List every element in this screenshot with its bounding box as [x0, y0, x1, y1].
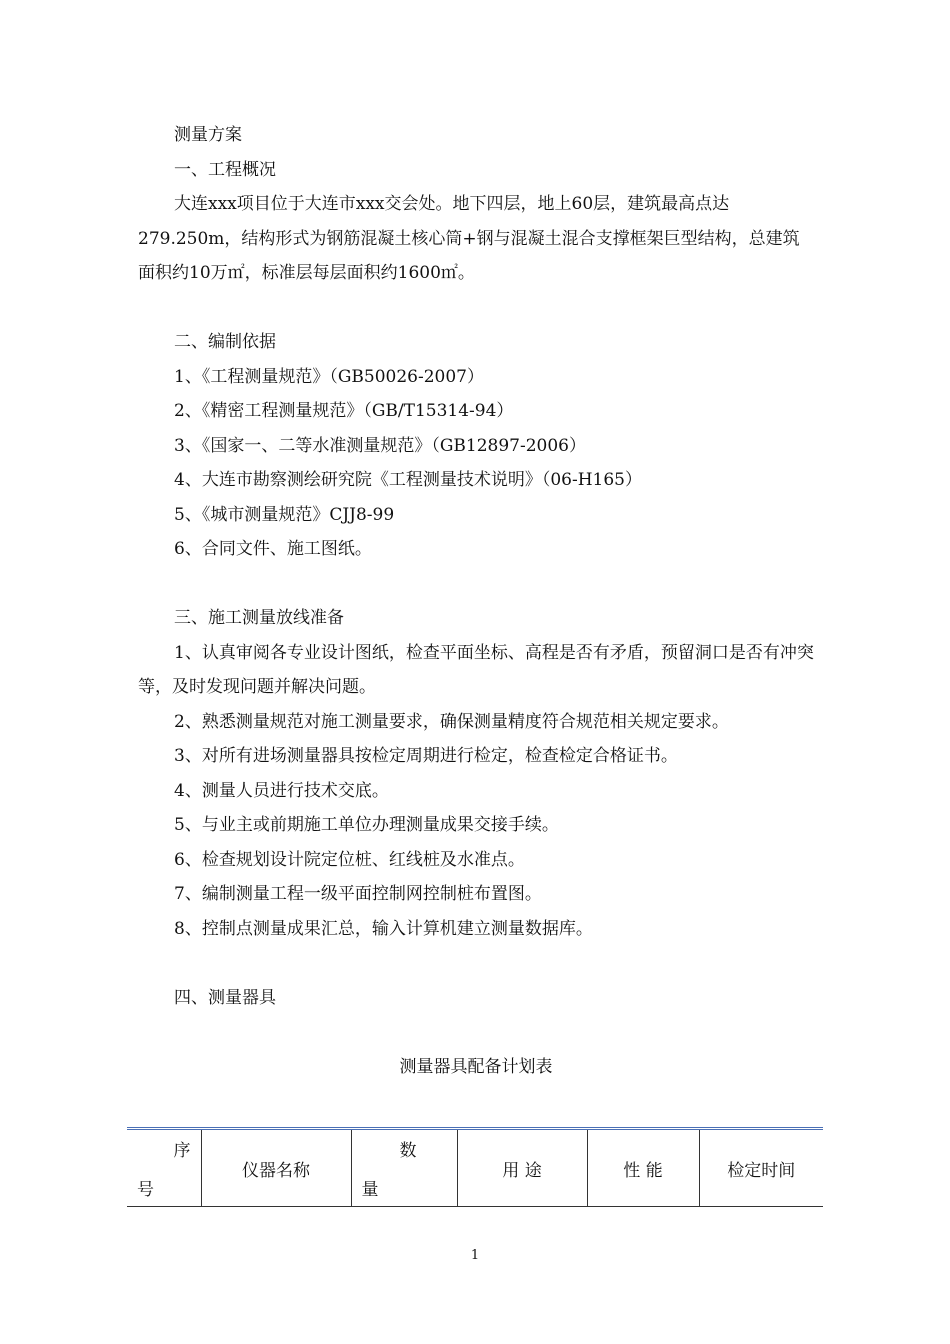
list-item: 5、与业主或前期施工单位办理测量成果交接手续。 [174, 815, 559, 835]
section-2-heading: 二、编制依据 [174, 332, 276, 352]
list-item: 2、《精密工程测量规范》（GB/T15314-94） [174, 401, 514, 421]
list-item: 3、《国家一、二等水准测量规范》（GB12897-2006） [174, 435, 586, 456]
list-item: 6、检查规划设计院定位桩、红线桩及水准点。 [174, 849, 525, 870]
equipment-table-wrap [127, 1127, 823, 1207]
list-item: 1、认真审阅各专业设计图纸，检查平面坐标、高程是否有矛盾，预留洞口是否有冲突等，及时发现问题并解决问题。 [138, 642, 814, 697]
table-caption: 测量器具配备计划表 [399, 1056, 553, 1077]
list-item: 5、《城市测量规范》CJJ8-99 [174, 504, 395, 525]
list-item: 4、测量人员进行技术交底。 [174, 780, 389, 801]
page-number: 1 [470, 1248, 480, 1263]
col-header-instrument-name: 仪器名称 [201, 1129, 351, 1207]
list-item: 3、对所有进场测量器具按检定周期进行检定，检查检定合格证书。 [174, 746, 678, 766]
section-4-heading: 四、测量器具 [174, 987, 276, 1008]
table-header-row [127, 1129, 823, 1207]
equipment-table [127, 1127, 823, 1207]
section-3-heading: 三、施工测量放线准备 [174, 608, 344, 628]
col-header-calibration-time: 检定时间 [699, 1129, 823, 1207]
col-header-purpose: 用 途 [457, 1129, 587, 1207]
list-item: 4、大连市勘察测绘研究院《工程测量技术说明》（06-H165） [174, 470, 642, 490]
list-item: 6、合同文件、施工图纸。 [174, 539, 372, 559]
section-1-heading: 一、工程概况 [174, 159, 276, 180]
list-item: 7、编制测量工程一级平面控制网控制桩布置图。 [174, 884, 542, 904]
document-body [138, 118, 814, 1084]
col-header-performance: 性 能 [587, 1129, 699, 1207]
doc-title: 测量方案 [174, 125, 242, 145]
col-header-quantity: 数 量 [351, 1129, 457, 1207]
list-item: 8、控制点测量成果汇总，输入计算机建立测量数据库。 [174, 918, 593, 939]
section-1-paragraph: 大连xxx项目位于大连市xxx交会处。地下四层，地上60层，建筑最高点达279.250m，结构形式为钢筋混凝土核心筒+钢与混凝土混合支撑框架巨型结构，总建筑面积约10万㎡，标准层每层面积约1600㎡。 [138, 194, 800, 283]
list-item: 1、《工程测量规范》（GB50026-2007） [174, 366, 484, 387]
list-item: 2、熟悉测量规范对施工测量要求，确保测量精度符合规范相关规定要求。 [174, 711, 729, 732]
col-header-number: 序 号 [137, 1141, 191, 1200]
